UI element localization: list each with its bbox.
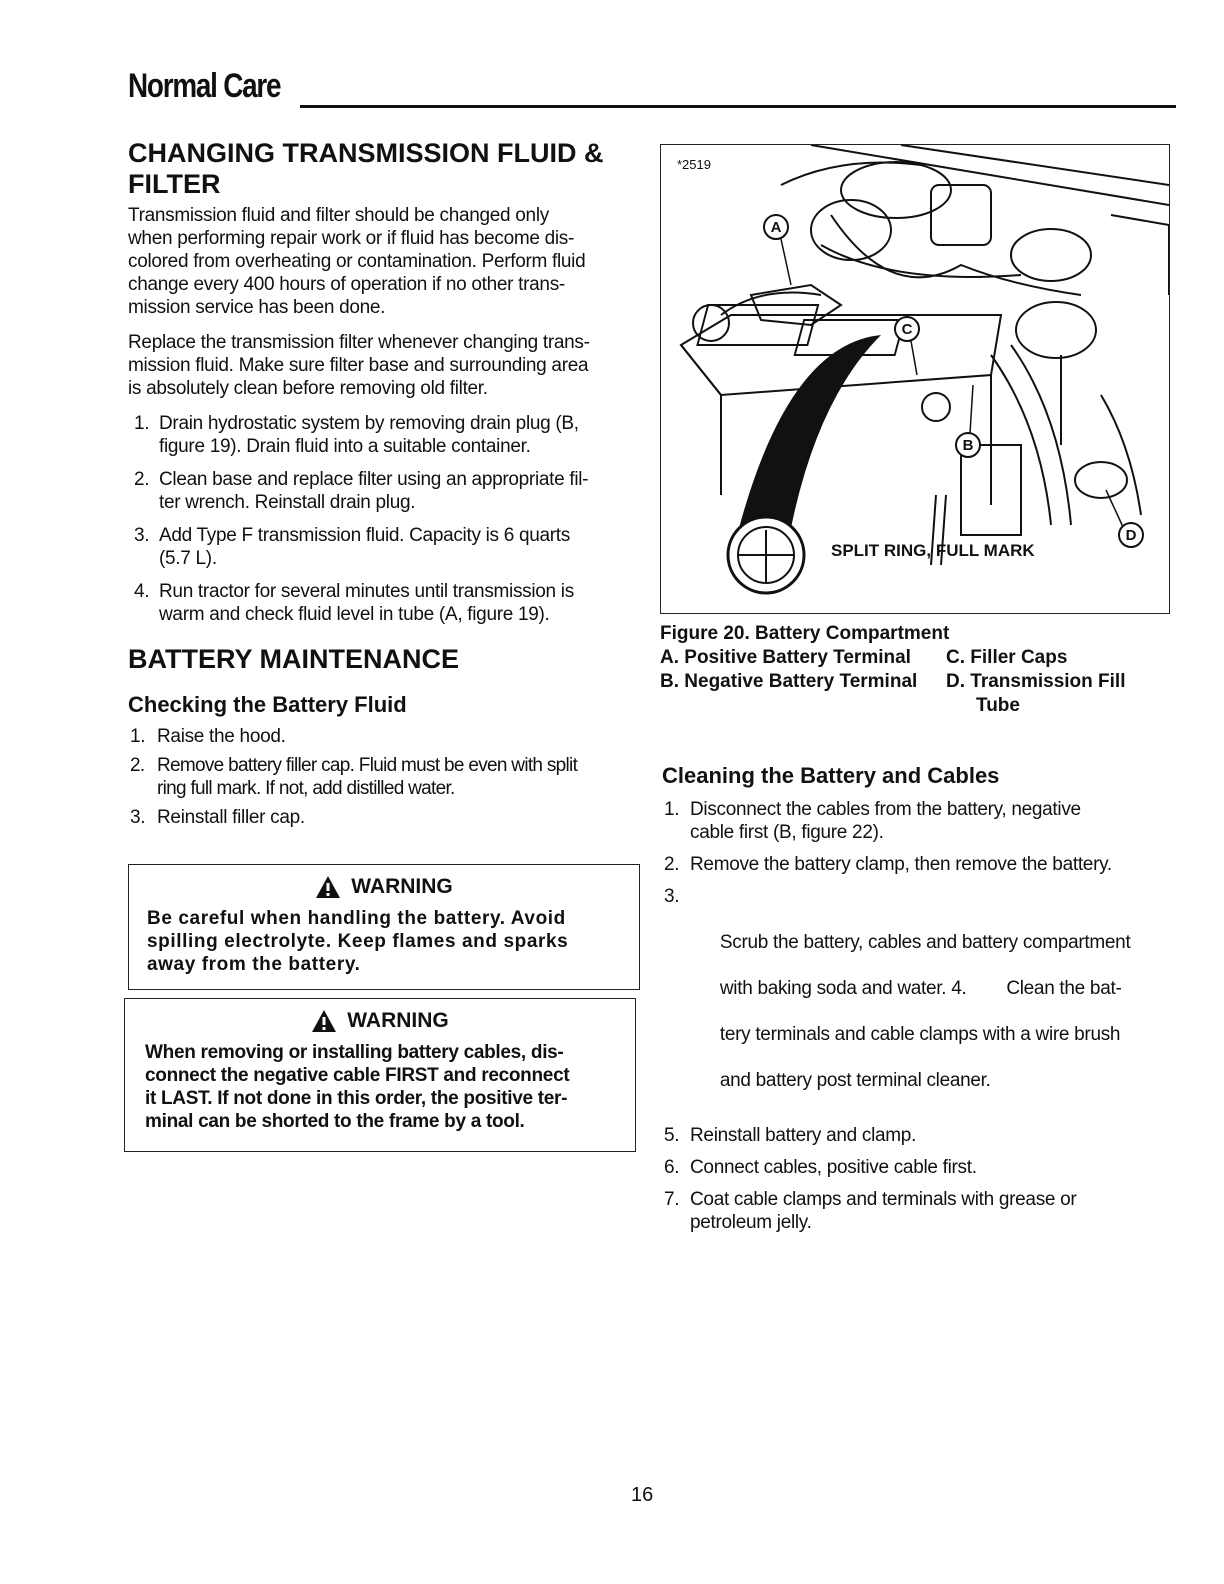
cleaning-heading: Cleaning the Battery and Cables (662, 763, 1000, 788)
step-line: and battery post terminal cleaner. (719, 1070, 991, 1091)
list-item (128, 580, 640, 626)
step-line: (5.7 L). (159, 548, 217, 569)
step-number: 3. (664, 886, 680, 907)
para-line: Replace the transmission filter whenever changing trans- (128, 332, 590, 353)
checking-battery-fluid-heading: Checking the Battery Fluid (128, 692, 407, 717)
para-line: mission fluid. Make sure filter base and surrounding area (128, 355, 589, 376)
list-item (128, 524, 640, 570)
battery-check-steps (128, 725, 640, 829)
figure-caption (660, 622, 1160, 718)
cleaning-section (662, 762, 1172, 1234)
step-number: 1. (134, 413, 150, 434)
list-item (662, 1156, 1172, 1179)
cleaning-steps (662, 798, 1172, 1234)
caption-c: C. Filler Caps (946, 647, 1068, 668)
step-number: 5. (664, 1125, 680, 1146)
caption-row (660, 646, 1160, 670)
warning-line: When removing or installing battery cables, dis- (145, 1042, 564, 1063)
transmission-para-2 (128, 331, 640, 400)
label-a: A (770, 219, 782, 236)
para-line: Transmission fluid and filter should be changed only (128, 205, 549, 226)
transmission-para-1 (128, 204, 640, 319)
header-rule (300, 105, 1176, 108)
list-item (128, 725, 640, 748)
step-line: Remove battery filler cap. Fluid must be even with split (157, 755, 578, 776)
warning-text (125, 1033, 635, 1133)
list-item (662, 885, 1172, 1115)
para-line: mission service has been done. (128, 297, 386, 318)
transmission-steps (128, 412, 640, 626)
warning-text (129, 899, 639, 976)
caption-b: B. Negative Battery Terminal (660, 671, 918, 692)
list-item (128, 754, 640, 800)
list-item (128, 468, 640, 514)
figure-number: *2519 (677, 157, 711, 172)
warning-title: WARNING (347, 1009, 449, 1032)
step-number: 2. (134, 469, 150, 490)
label-d: D (1125, 527, 1137, 544)
warning-line: away from the battery. (147, 954, 361, 975)
caption-row (660, 670, 1160, 694)
battery-heading: BATTERY MAINTENANCE (128, 644, 460, 674)
step-line: Clean base and replace filter using an appropriate fil- (159, 469, 589, 490)
step-line: Add Type F transmission fluid. Capacity is 6 quarts (159, 525, 570, 546)
para-line: is absolutely clean before removing old filter. (128, 378, 488, 399)
transmission-heading: CHANGING TRANSMISSION FLUID & FILTER (128, 138, 604, 199)
caption-d: D. Transmission Fill (946, 671, 1126, 692)
warning-header (129, 875, 639, 899)
step-number: 2. (130, 755, 145, 776)
list-item (662, 1188, 1172, 1234)
warning-line: spilling electrolyte. Keep flames and sparks (147, 931, 569, 952)
warning-box-cables (124, 998, 636, 1152)
warning-triangle-icon (315, 875, 341, 899)
step-line: Coat cable clamps and terminals with grease or (690, 1189, 1077, 1210)
para-line: change every 400 hours of operation if no other trans- (128, 274, 565, 295)
step-line: cable first (B, figure 22). (690, 822, 884, 843)
step-number: 2. (664, 854, 680, 875)
caption-title: Figure 20. Battery Compartment (660, 623, 950, 644)
step-line: Drain hydrostatic system by removing drain plug (B, (159, 413, 579, 434)
caption-a: A. Positive Battery Terminal (660, 647, 911, 668)
para-line: when performing repair work or if fluid has become dis- (128, 228, 575, 249)
step-line: Connect cables, positive cable first. (690, 1157, 977, 1178)
step-line: Reinstall filler cap. (157, 807, 305, 828)
warning-title: WARNING (351, 875, 453, 898)
warning-line: it LAST. If not done in this order, the positive ter- (145, 1088, 568, 1109)
page-number: 16 (631, 1484, 654, 1506)
step-number: 3. (134, 525, 150, 546)
step-line: Disconnect the cables from the battery, negative (690, 799, 1081, 820)
list-item (662, 1124, 1172, 1147)
warning-header (125, 1009, 635, 1033)
page-header-title: Normal Care (128, 67, 281, 105)
label-c: C (901, 321, 913, 338)
left-column (128, 138, 640, 829)
step-line: with baking soda and water. 4. Clean the bat- (719, 978, 1122, 999)
list-item (662, 798, 1172, 844)
caption-d-continued: Tube (976, 695, 1020, 716)
label-b: B (962, 437, 974, 454)
step-line: Remove the battery clamp, then remove the battery. (690, 854, 1112, 875)
step-line: Scrub the battery, cables and battery compartment (719, 932, 1131, 953)
step-line: tery terminals and cable clamps with a wire brush (719, 1024, 1121, 1045)
step-number: 1. (664, 799, 680, 820)
step-number: 6. (664, 1157, 680, 1178)
step-line: figure 19). Drain fluid into a suitable container. (159, 436, 531, 457)
step-number: 4. (134, 581, 150, 602)
step-number: 3. (130, 807, 146, 828)
warning-triangle-icon (311, 1009, 337, 1033)
warning-box-handling (128, 864, 640, 990)
step-number: 1. (130, 726, 146, 747)
step-line: Run tractor for several minutes until transmission is (159, 581, 574, 602)
battery-compartment-figure (660, 144, 1170, 614)
figure-callout: SPLIT RING, FULL MARK (831, 541, 1035, 560)
warning-line: Be careful when handling the battery. Avoid (147, 908, 566, 929)
step-number: 7. (664, 1189, 680, 1210)
step-line: warm and check fluid level in tube (A, figure 19). (159, 604, 550, 625)
caption-row (660, 694, 1160, 718)
warning-line: connect the negative cable FIRST and reconnect (145, 1065, 570, 1086)
step-line: ter wrench. Reinstall drain plug. (159, 492, 416, 513)
warning-line: minal can be shorted to the frame by a tool. (145, 1111, 525, 1132)
step-line: Raise the hood. (157, 726, 286, 747)
step-line: ring full mark. If not, add distilled water. (157, 778, 455, 799)
step-line: Reinstall battery and clamp. (690, 1125, 917, 1146)
list-item (128, 806, 640, 829)
list-item (128, 412, 640, 458)
para-line: colored from overheating or contamination. Perform fluid (128, 251, 586, 272)
list-item (662, 853, 1172, 876)
step-line: petroleum jelly. (690, 1212, 812, 1233)
